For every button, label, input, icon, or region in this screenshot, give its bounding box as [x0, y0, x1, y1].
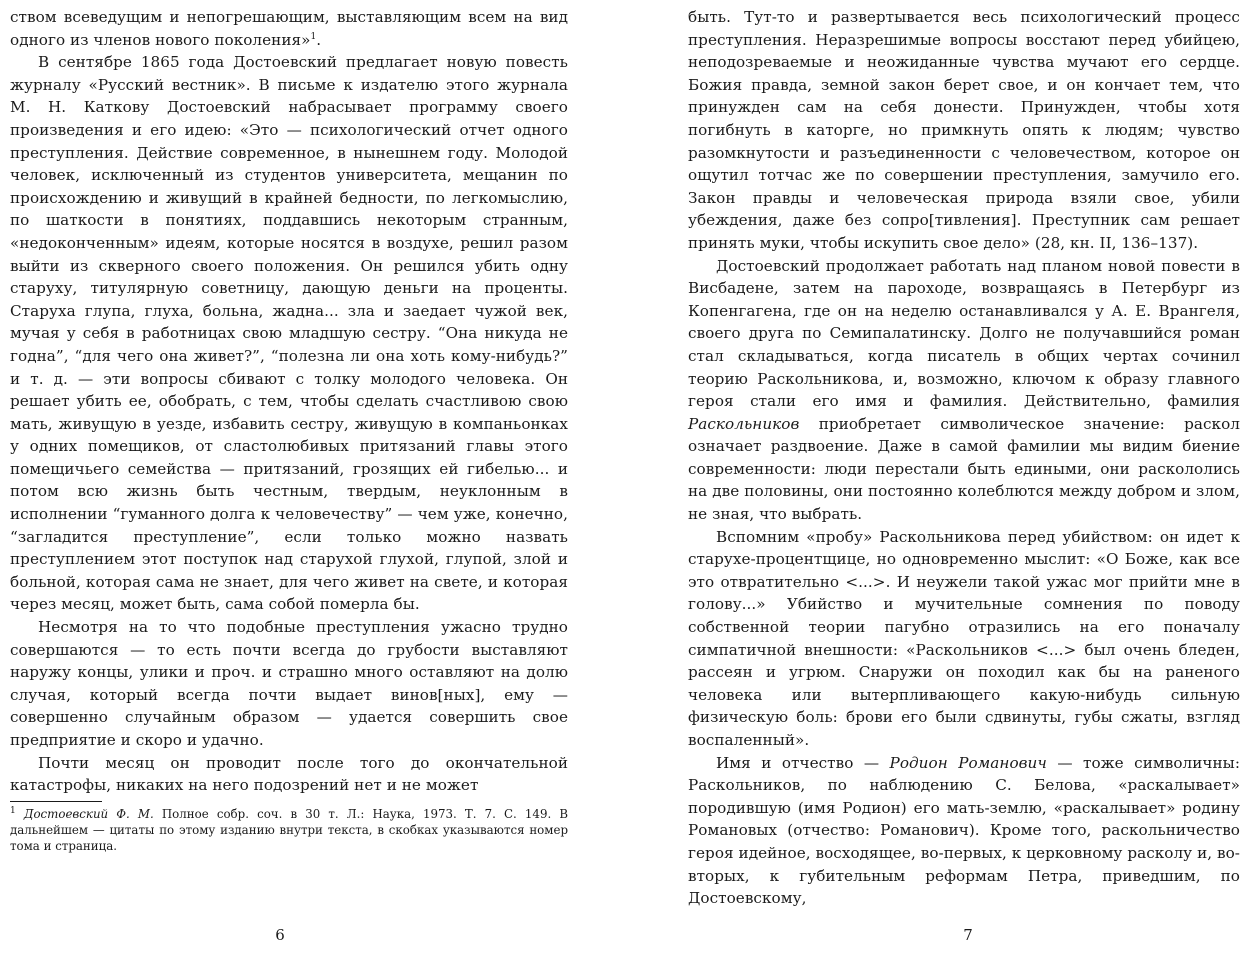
paragraph-text: Достоевский продолжает работать над планом новой повести в Висбадене, затем на пароходе, возвращаясь в Петербург из Копенгагена, где он на неделю останавливался у А. Е. Врангеля, своего друга по Семипалатинску. Долго не получавшийся роман стал складываться, когда писатель в общих чертах сочинил теорию Раскольникова, и, возможно, ключом к образу главного героя стали его имя и фамилия. Действительно, фамилия — [688, 256, 1240, 411]
footnote-number: 1 — [10, 805, 16, 816]
paragraph: В сентябре 1865 года Достоевский предлагает новую повесть журналу «Русский вестник». В письме к издателю этого журнала М. Н. Каткову Достоевский набрасывает программу своего произведения и его идею: «Это — психологический отчет одного преступления. Действие современное, в нынешнем году. Молодой человек, исключенный из студентов университета, мещанин по происхождению и живущий в крайней бедности, по легкомыслию, по шаткости в понятиях, поддавшись некоторым странным, «недоконченным» идеям, которые носятся в воздухе, решил разом выйти из скверного своего положения. Он решился убить одну старуху, титулярную советницу, дающую деньги на проценты. Старуха глупа, глуха, больна, жадна... зла и заедает чужой век, мучая у себя в работницах свою младшую сестру. “Она никуда не годна”, “для чего она живет?”, “полезна ли она хоть кому-нибудь?” и т. д. — эти вопросы сбивают с толку молодого человека. Он решает убить ее, обобрать, с тем, чтобы сделать счастливою свою мать, живущую в уезде, избавить сестру, живущую в компаньонках у одних помещиков, от сластолюбивых притязаний главы этого помещичьего семейства — притязаний, грозящих ей гибелью... и потом всю жизнь быть честным, твердым, неуклонным в исполнении “гуманного долга к человечеству” — чем уже, конечно, “загладится преступление”, если только можно назвать преступлением этот поступок над старухой глухой, глупой, злой и больной, которая сама не знает, для чего живет на свете, и которая через месяц, может быть, сама собой померла бы. — [10, 53, 568, 614]
footnote — [10, 806, 568, 854]
paragraph-text: Кроме того, раскольничество героя идейное, восходящее, во-первых, к церковному расколу и, во-вторых, к губительным реформам Петра, приведшим, по Достоевскому, — [688, 821, 1240, 908]
right-page — [626, 0, 1252, 956]
paragraph — [688, 752, 1240, 910]
left-page-text — [10, 6, 568, 797]
italic-surname: Раскольников — [688, 414, 800, 433]
paragraph: быть. Тут-то и развертывается весь психологический процесс преступления. Неразрешимые вопросы восстают перед убийцею, неподозреваемые и неожиданные чувства мучают его сердце. Божия правда, земной закон берет свое, и он кончает тем, что принужден сам на себя донести. Принужден, чтобы хотя погибнуть в каторге, но примкнуть опять к людям; чувство разомкнутости и разъединенности с человечеством, которое он ощутил тотчас же по совершении преступления, замучило его. Закон правды и человеческая природа взяли свое, убили убеждения, даже без сопро[тивления]. Преступник сам решает принять муки, чтобы искупить свое дело» (28, кн. II, 136–137). — [688, 8, 1240, 252]
page-number: 7 — [963, 926, 973, 944]
footnote-author: Достоевский Ф. М. — [23, 806, 154, 821]
paragraph-text: ством всеведущим и непогрешающим, выставляющим всем на вид одного из членов нового поколения» — [10, 8, 568, 49]
italic-name: Родион Романович — [889, 753, 1047, 772]
footnote-divider — [10, 801, 102, 802]
paragraph-text: Имя и отчество — — [716, 753, 880, 772]
right-page-text — [688, 6, 1240, 910]
footnote-body: Полное собр. соч. в 30 т. Л.: Наука, 1973. Т. 7. С. 149. В дальнейшем — цитаты по этому изданию внутри текста, в скобках указываются номер тома и страница. — [10, 806, 568, 853]
paragraph-text: приобретает символическое значение: раскол означает раздвоение. Даже в самой фамилии мы видим биение современности: люди перестали быть едиными, они раскололись на две половины, они постоянно колеблются между добром и злом, не зная, что выбрать. — [688, 414, 1240, 524]
paragraph-text: — тоже символичны: Раскольников, по наблюдению С. Белова, «раскалывает» породившую (имя Родион) его мать-землю, «раскалывает» родину Романовых (отчество: Романович). — [688, 753, 1240, 840]
paragraph: ством всеведущим и непогрешающим, выставляющим всем на вид одного из членов нового поколения»$^1$. — [10, 8, 568, 49]
page-number: 6 — [275, 926, 285, 944]
footnote-marker: 1 — [310, 31, 317, 42]
footnote-text — [10, 806, 568, 854]
paragraph: Несмотря на то что подобные преступления ужасно трудно совершаются — то есть почти всегда до грубости выставляют наружу концы, улики и проч. и страшно много оставляют на долю случая, который всегда почти выдает винов[ных], ему — совершенно случайным образом — удается совершить свое предприятие и скоро и удачно. — [10, 618, 568, 749]
paragraph: Почти месяц он проводит после того до окончательной катастрофы, никаких на него подозрений нет и не может — [10, 753, 568, 795]
paragraph: Вспомним «пробу» Раскольникова перед убийством: он идет к старухе-процентщице, но одновременно мыслит: «О Боже, как все это отвратительно <...>. И неужели такой ужас мог прийти мне в голову...» Убийство и мучительные сомнения по поводу собственной теории пагубно отразились на его поначалу симпатичной внешности: «Раскольников <...> был очень бледен, рассеян и угрюм. Снаружи он походил как бы на раненого человека или вытерпливающего какую-нибудь сильную физическую боль: брови его были сдвинуты, губы сжаты, взгляд воспаленный». — [688, 527, 1240, 749]
paragraph — [688, 255, 1240, 526]
